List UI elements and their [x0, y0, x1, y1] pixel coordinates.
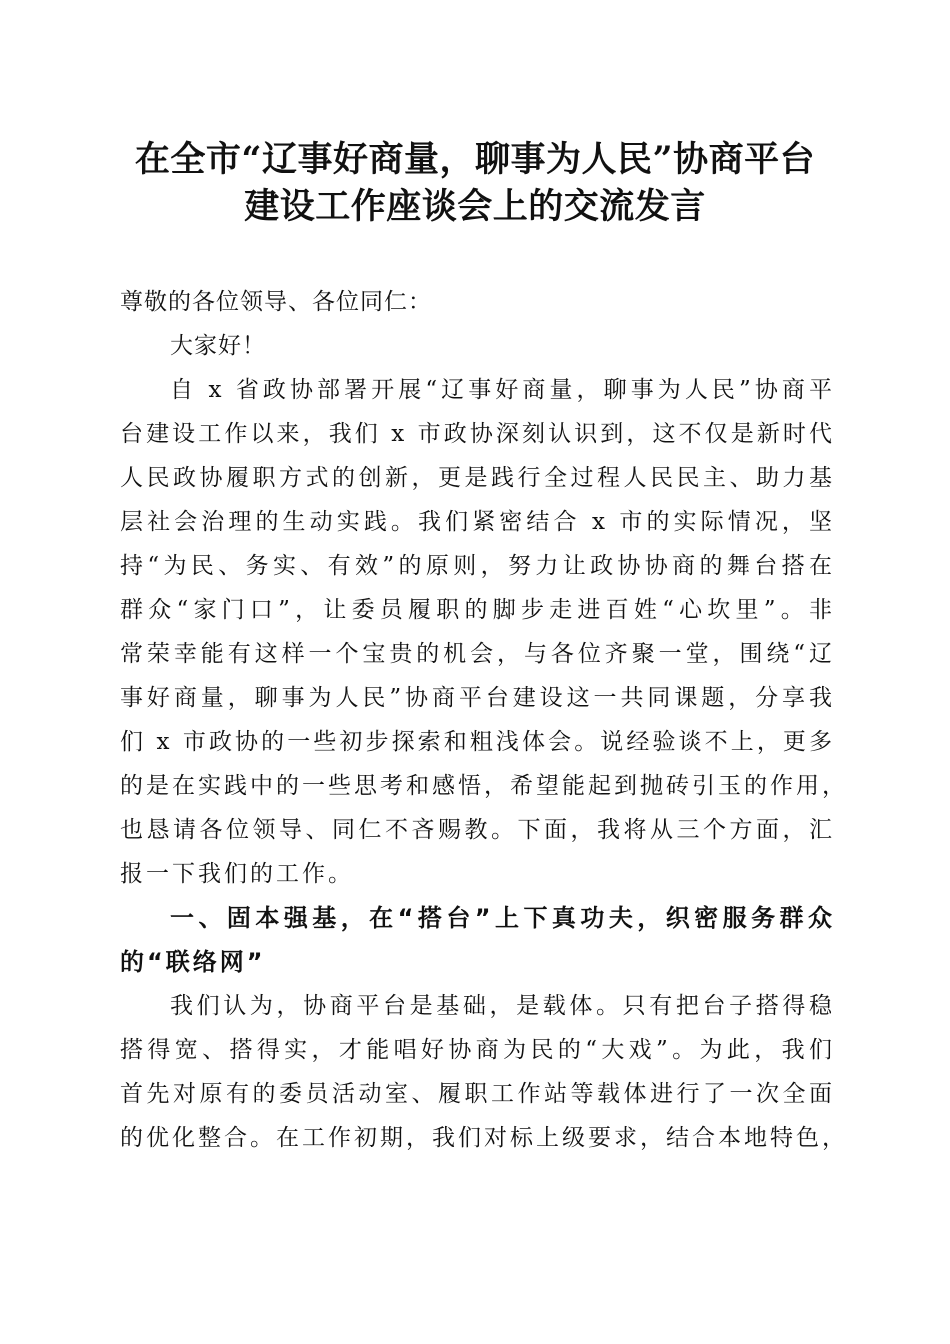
- paragraph-line: 们 x 市政协的一些初步探索和粗浅体会。说经验谈不上，更多: [120, 729, 835, 755]
- paragraph-line: 台建设工作以来，我们 x 市政协深刻认识到，这不仅是新时代: [120, 421, 835, 447]
- paragraph-line: 的是在实践中的一些思考和感悟，希望能起到抛砖引玉的作用，: [120, 773, 848, 799]
- salutation: 尊敬的各位领导、各位同仁：: [120, 289, 432, 315]
- paragraph-line: 的优化整合。在工作初期，我们对标上级要求，结合本地特色，: [120, 1125, 848, 1151]
- paragraph-line: 搭得宽、搭得实，才能唱好协商为民的“大戏”。为此，我们: [120, 1037, 835, 1063]
- paragraph-line: 报一下我们的工作。: [120, 861, 354, 887]
- intro-paragraph: [120, 368, 848, 896]
- paragraph-line: 群众“家门口”，让委员履职的脚步走进百姓“心坎里”。非: [120, 597, 835, 623]
- paragraph-line: 事好商量，聊事为人民”协商平台建设这一共同课题，分享我: [120, 685, 835, 711]
- paragraph-line: 我们认为，协商平台是基础，是载体。只有把台子搭得稳: [170, 993, 835, 1019]
- section-1-paragraph: [120, 984, 848, 1160]
- paragraph-line: 层社会治理的生动实践。我们紧密结合 x 市的实际情况，坚: [120, 509, 835, 535]
- paragraph-line: 也恳请各位领导、同仁不吝赐教。下面，我将从三个方面，汇: [120, 817, 835, 843]
- paragraph-line: 持“为民、务实、有效”的原则，努力让政协协商的舞台搭在: [120, 553, 835, 579]
- document-title-line-2: 建设工作座谈会上的交流发言: [244, 186, 706, 227]
- document-title-line-1: 在全市“辽事好商量，聊事为人民”协商平台: [134, 139, 816, 180]
- heading-line: 的“联络网”: [120, 948, 266, 976]
- heading-line: 一、固本强基，在“搭台”上下真功夫，织密服务群众: [170, 904, 835, 932]
- paragraph-line: 首先对原有的委员活动室、履职工作站等载体进行了一次全面: [120, 1081, 835, 1107]
- paragraph-line: 自 x 省政协部署开展“辽事好商量，聊事为人民”协商平: [170, 377, 835, 403]
- section-1-heading: [120, 896, 835, 984]
- paragraph-line: 人民政协履职方式的创新，更是践行全过程人民民主、助力基: [120, 465, 835, 491]
- document-body: [120, 280, 848, 1160]
- greeting: 大家好！: [170, 333, 266, 359]
- paragraph-line: 常荣幸能有这样一个宝贵的机会，与各位齐聚一堂，围绕“辽: [120, 641, 835, 667]
